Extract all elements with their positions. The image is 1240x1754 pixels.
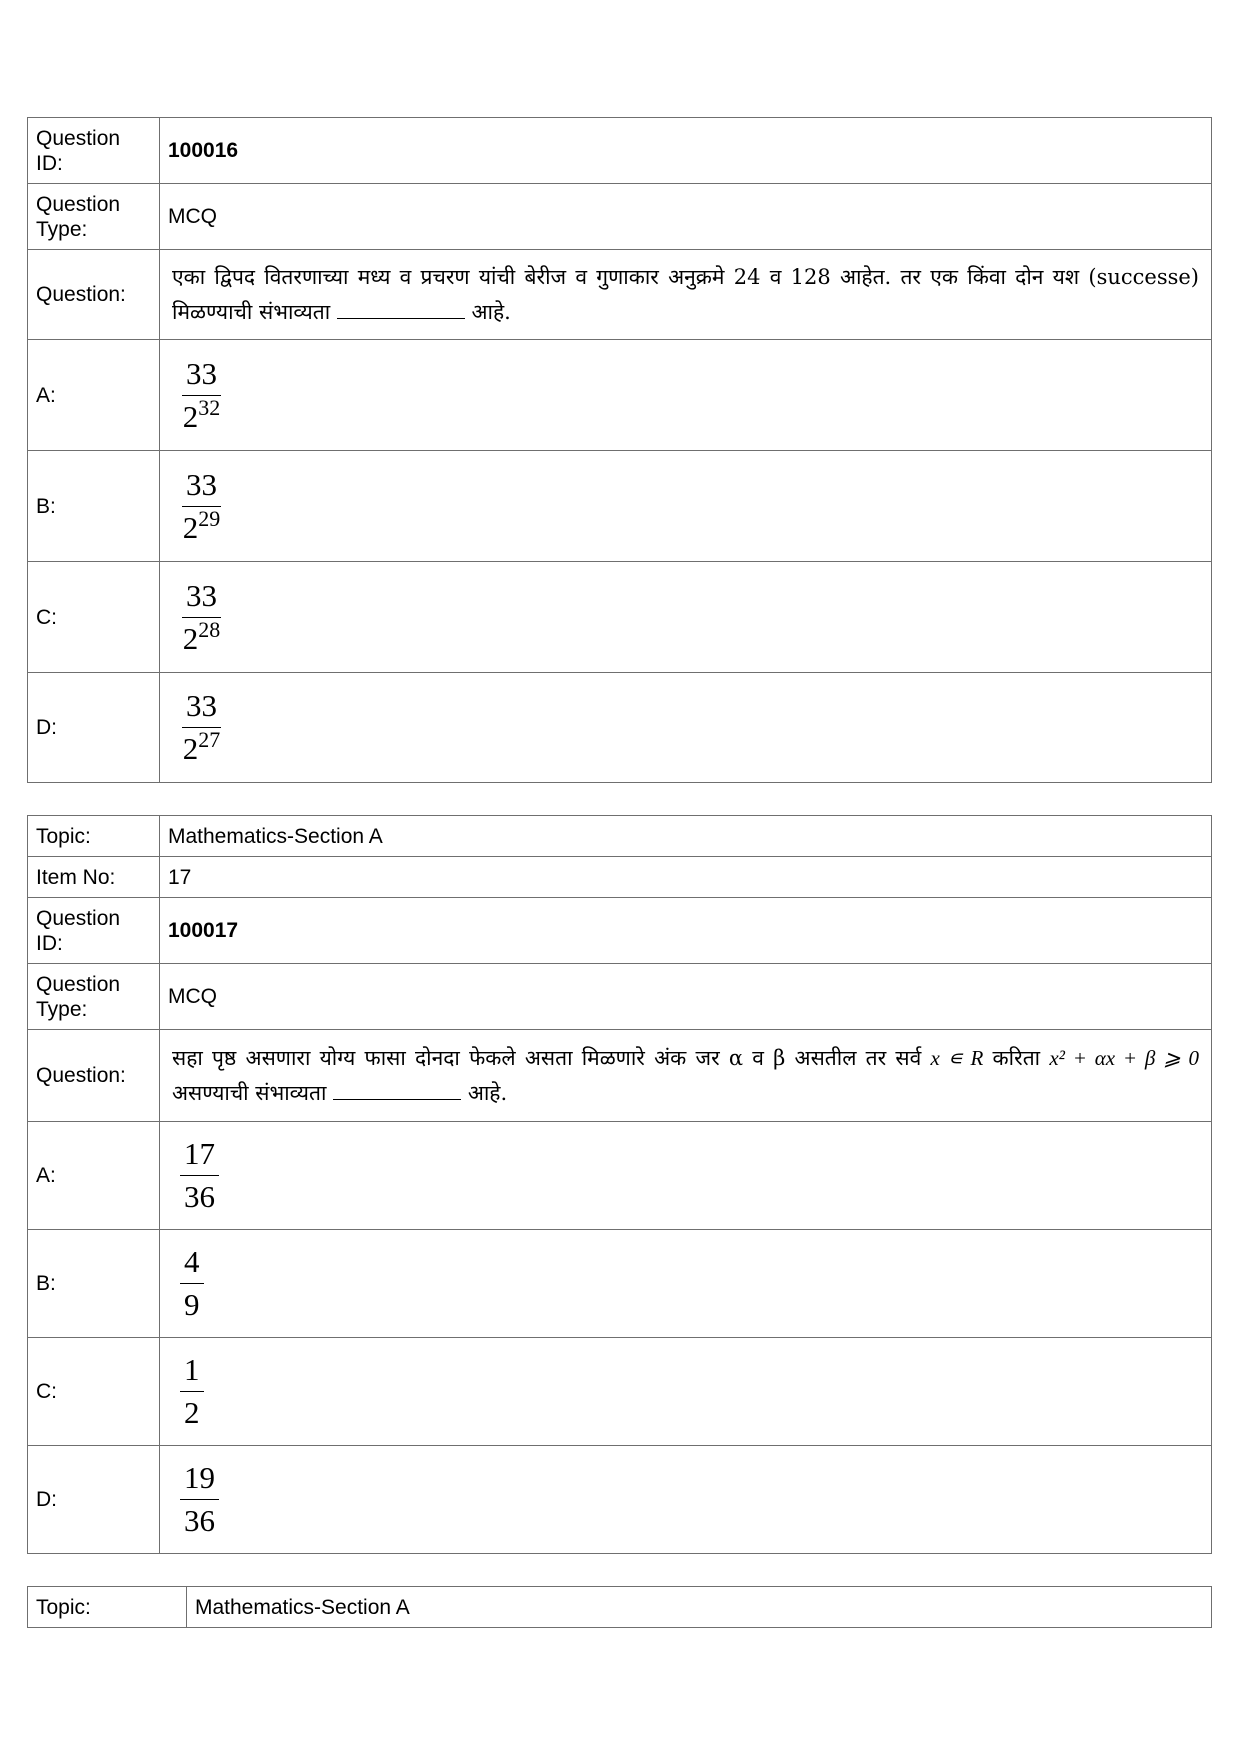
option-b-label: B: <box>28 451 160 562</box>
question-table-100017 <box>27 815 1212 1554</box>
option-c-value <box>160 1338 1212 1446</box>
denominator: 36 <box>184 1179 215 1214</box>
option-a-label: A: <box>28 1122 160 1230</box>
topic-value: Mathematics-Section A <box>160 816 1212 857</box>
question-label: Question: <box>28 250 160 340</box>
question-type-label: Question Type: <box>28 964 160 1030</box>
numerator: 1 <box>184 1352 200 1387</box>
denominator-base: 2 <box>182 620 199 656</box>
question-id-value: 100016 <box>160 118 1212 184</box>
numerator: 33 <box>186 466 217 502</box>
option-b-value <box>160 1230 1212 1338</box>
denominator <box>182 727 221 768</box>
item-no-value: 17 <box>160 857 1212 898</box>
answer-blank <box>337 317 465 319</box>
option-d-value <box>160 1446 1212 1554</box>
fraction <box>182 577 221 658</box>
question-text-part1: एका द्विपद वितरणाच्या मध्य व प्रचरण यांची बेरीज व गुणाकार अनुक्रमे 24 व 128 आहेत. तर एक किंवा दोन यश (successe) मिळण्याची संभाव्यता <box>172 264 1199 324</box>
denominator-exponent: 29 <box>198 505 221 531</box>
fraction <box>180 1135 219 1216</box>
question-type-label: Question Type: <box>28 184 160 250</box>
question-formula: x² + αx + β ⩾ 0 <box>1049 1045 1199 1070</box>
numerator: 33 <box>186 688 217 723</box>
question-id-label: Question ID: <box>28 898 160 964</box>
fraction-bar <box>180 1175 219 1176</box>
question-type-value: MCQ <box>160 184 1212 250</box>
question-variable: x ∊ R <box>930 1045 984 1070</box>
fraction <box>180 1243 204 1324</box>
question-table-next <box>27 1586 1212 1628</box>
option-d-label: D: <box>28 673 160 783</box>
answer-blank <box>333 1098 461 1100</box>
question-table-100016 <box>27 117 1212 783</box>
denominator-exponent: 28 <box>198 616 221 642</box>
numerator: 19 <box>184 1460 215 1495</box>
denominator <box>182 394 221 436</box>
question-text-part1b: करिता <box>992 1045 1041 1070</box>
option-d-value <box>160 673 1212 783</box>
numerator: 33 <box>186 577 217 613</box>
denominator-exponent: 32 <box>198 394 221 420</box>
fraction-bar <box>180 1283 204 1284</box>
question-text <box>160 1030 1212 1122</box>
question-text-part2: आहे. <box>471 299 511 324</box>
option-c-label: C: <box>28 562 160 673</box>
denominator: 36 <box>184 1503 215 1538</box>
option-a-value <box>160 1122 1212 1230</box>
denominator-base: 2 <box>182 731 199 766</box>
denominator-base: 2 <box>182 398 199 434</box>
denominator <box>182 616 221 658</box>
fraction <box>182 355 221 436</box>
question-id-value: 100017 <box>160 898 1212 964</box>
numerator: 17 <box>184 1136 215 1171</box>
numerator: 33 <box>186 355 217 391</box>
numerator: 4 <box>184 1244 200 1279</box>
denominator <box>182 505 221 547</box>
option-a-label: A: <box>28 340 160 451</box>
option-d-label: D: <box>28 1446 160 1554</box>
fraction <box>182 687 221 768</box>
item-no-label: Item No: <box>28 857 160 898</box>
option-c-label: C: <box>28 1338 160 1446</box>
question-id-label: Question ID: <box>28 118 160 184</box>
denominator: 2 <box>184 1395 200 1430</box>
question-text <box>160 250 1212 340</box>
fraction <box>182 466 221 547</box>
question-text-part2: असण्याची संभाव्यता <box>172 1080 327 1105</box>
question-text-part1: सहा पृष्ठ असणारा योग्य फासा दोनदा फेकले असता मिळणारे अंक जर α व β असतील तर सर्व <box>172 1045 922 1070</box>
fraction-bar <box>180 1391 204 1392</box>
option-c-value <box>160 562 1212 673</box>
denominator-exponent: 27 <box>198 727 221 752</box>
topic-label: Topic: <box>28 816 160 857</box>
fraction-bar <box>180 1499 219 1500</box>
topic-value: Mathematics-Section A <box>187 1587 1212 1628</box>
fraction <box>180 1351 204 1432</box>
denominator: 9 <box>184 1287 200 1322</box>
option-b-value <box>160 451 1212 562</box>
topic-label: Topic: <box>28 1587 187 1628</box>
question-text-part3: आहे. <box>467 1080 508 1105</box>
fraction <box>180 1459 219 1540</box>
question-label: Question: <box>28 1030 160 1122</box>
question-type-value: MCQ <box>160 964 1212 1030</box>
option-b-label: B: <box>28 1230 160 1338</box>
option-a-value <box>160 340 1212 451</box>
denominator-base: 2 <box>182 509 199 545</box>
